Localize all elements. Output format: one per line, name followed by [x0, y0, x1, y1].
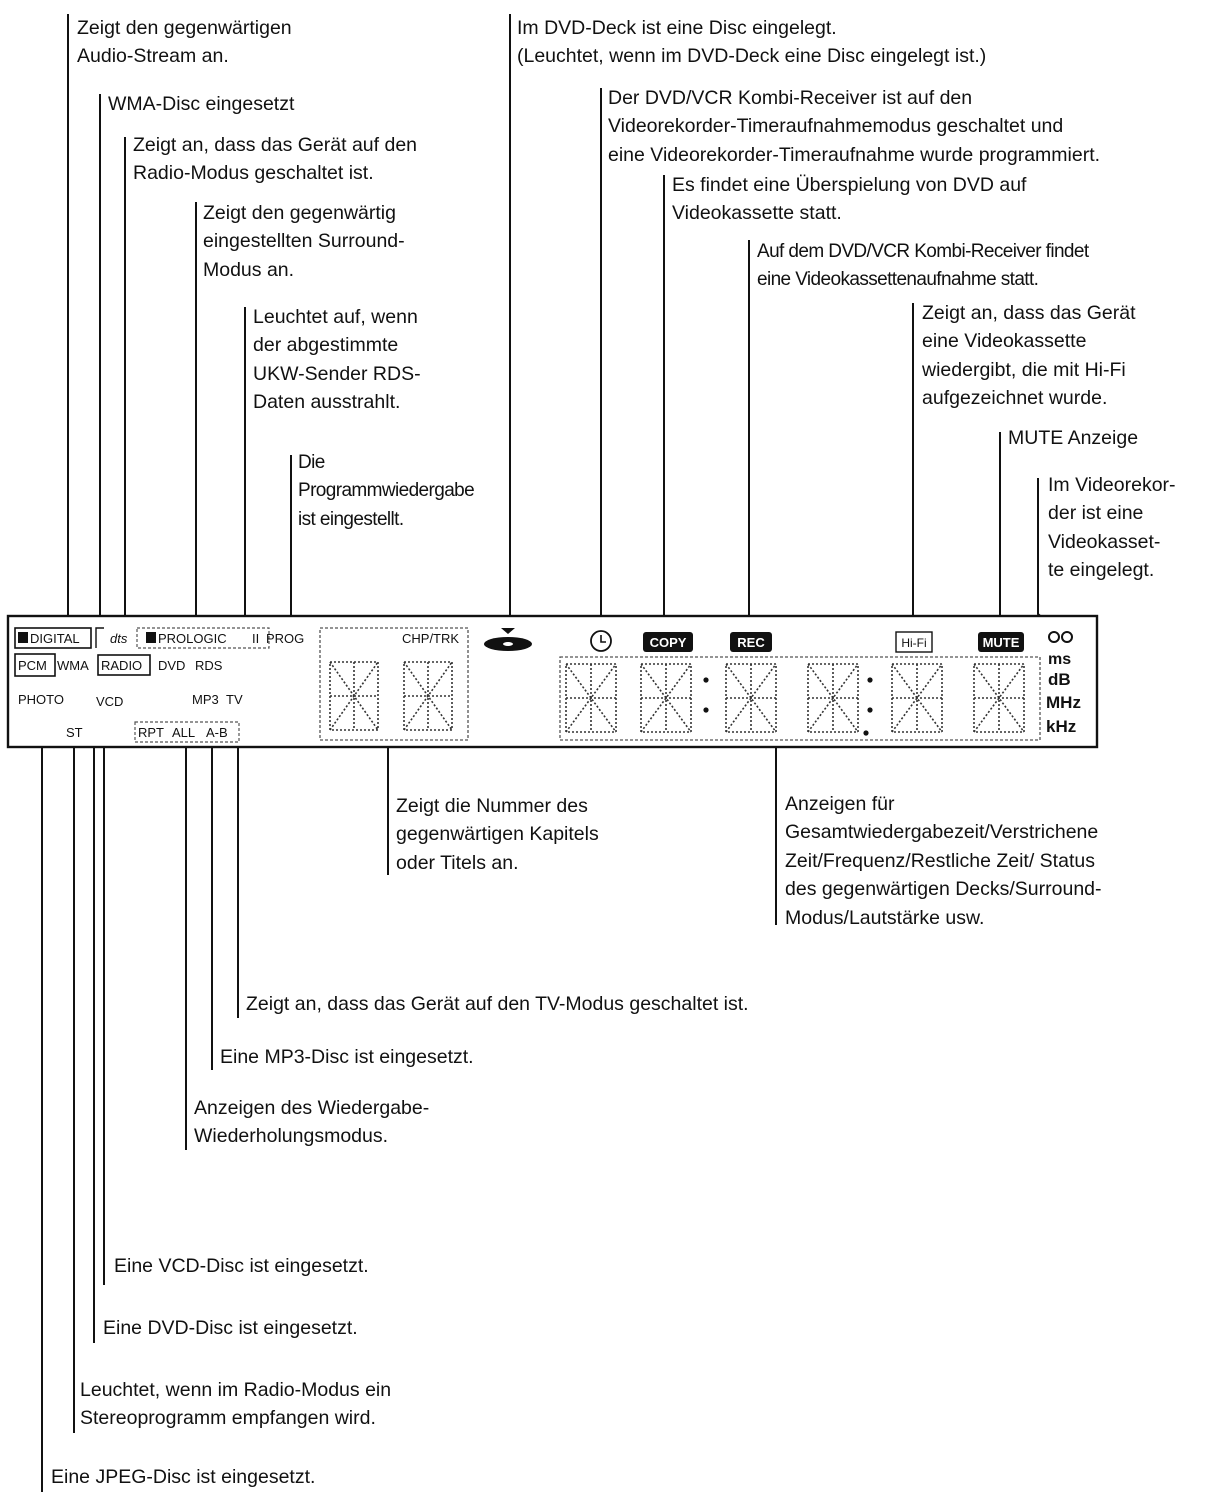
colon-dot-3	[867, 677, 872, 682]
rpt-label: RPT	[138, 725, 164, 740]
mp3-label: MP3	[192, 692, 219, 707]
ab-label: A-B	[206, 725, 228, 740]
prologic-ii-label: II	[252, 631, 260, 646]
annotation-hifi: Zeigt an, dass das Gerät eine Videokassette wiedergibt, die mit Hi-Fi aufgezeichnet wurde.	[922, 302, 1136, 410]
annotation-jpeg-disc: Eine JPEG-Disc ist eingesetzt.	[51, 1466, 316, 1488]
vcd-label: VCD	[96, 694, 124, 709]
annotation-wma-disc: WMA-Disc eingesetzt	[108, 93, 295, 115]
annotation-cassette: Im Videorekor- der ist eine Videokasset- te eingelegt.	[1048, 474, 1176, 582]
chp-trk-label: CHP/TRK	[402, 631, 460, 646]
copy-label: COPY	[649, 635, 687, 650]
prologic-label: PROLOGIC	[158, 631, 227, 646]
prog-label: PROG	[266, 631, 305, 646]
dolby-prologic-logo	[146, 632, 156, 643]
annotation-audio-stream: Zeigt den gegenwärtigen Audio-Stream an.	[77, 17, 292, 68]
annotation-stereo: Leuchtet, wenn im Radio-Modus ein Stereoprogramm empfangen wird.	[80, 1379, 392, 1430]
photo-label: PHOTO	[18, 692, 64, 707]
unit-mhz: MHz	[1046, 693, 1081, 712]
unit-khz: kHz	[1046, 717, 1077, 736]
all-label: ALL	[172, 725, 196, 740]
annotation-mp3-disc: Eine MP3-Disc ist eingesetzt.	[220, 1046, 474, 1068]
annotation-prog: Die Programmwiedergabe ist eingestellt.	[298, 452, 475, 530]
annotation-vcr-timer: Der DVD/VCR Kombi-Receiver ist auf den Videorekorder-Timeraufnahmemodus geschaltet und eine Videorekorder-Timeraufnahme wurde programmiert.	[608, 87, 1101, 166]
annotation-surround-mode: Zeigt den gegenwärtig eingestellten Surround- Modus an.	[203, 202, 405, 281]
unit-db: dB	[1048, 670, 1071, 689]
front-panel-display	[8, 616, 1097, 747]
rec-label: REC	[737, 635, 765, 650]
radio-label: RADIO	[101, 658, 143, 673]
annotation-mute: MUTE Anzeige	[1008, 427, 1139, 449]
unit-ms: ms	[1048, 651, 1072, 668]
annotation-tv-mode: Zeigt an, dass das Gerät auf den TV-Modus geschaltet ist.	[246, 993, 749, 1015]
leader-dvd	[91, 680, 94, 1343]
annotation-vcd-disc: Eine VCD-Disc ist eingesetzt.	[114, 1255, 369, 1277]
digital-label: DIGITAL	[30, 631, 80, 646]
colon-dot-4	[867, 707, 872, 712]
leader-radio-mode	[88, 137, 125, 654]
hifi-label: Hi-Fi	[901, 636, 927, 650]
annotation-disc-loaded: Im DVD-Deck ist eine Disc eingelegt. (Leuchtet, wenn im DVD-Deck eine Disc eingelegt ist.)	[517, 17, 987, 68]
leader-wma	[88, 94, 100, 652]
annotation-rds: Leuchtet auf, wenn der abgestimmte UKW-Sender RDS- Daten ausstrahlt.	[253, 306, 421, 414]
colon-dot-1	[703, 677, 708, 682]
pcm-label: PCM	[18, 658, 47, 673]
wma-label: WMA	[57, 658, 89, 673]
colon-dot-2	[703, 707, 708, 712]
st-label: ST	[66, 725, 83, 740]
dvd-label: DVD	[158, 658, 186, 673]
annotation-copy: Es findet eine Überspielung von DVD auf Videokassette statt.	[672, 174, 1027, 225]
annotation-dvd-disc: Eine DVD-Disc ist eingesetzt.	[103, 1317, 358, 1339]
annotation-repeat-mode: Anzeigen des Wiedergabe- Wiederholungsmodus.	[194, 1097, 430, 1148]
dts-label: dts	[110, 631, 128, 646]
dolby-digital-logo	[18, 632, 28, 643]
decimal-point	[863, 730, 868, 735]
annotation-time-display: Anzeigen für Gesamtwiedergabezeit/Verstrichene Zeit/Frequenz/Restliche Zeit/ Status des gegenwärtigen Decks/Surround- Modus/Lautstärke usw.	[785, 793, 1102, 929]
annotation-vcr-recording: Auf dem DVD/VCR Kombi-Receiver findet eine Videokassettenaufnahme statt.	[757, 241, 1089, 291]
annotation-chapter-title: Zeigt die Nummer des gegenwärtigen Kapitels oder Titels an.	[396, 795, 599, 874]
annotation-radio-mode: Zeigt an, dass das Gerät auf den Radio-Modus geschaltet ist.	[133, 134, 418, 185]
rds-label: RDS	[195, 658, 223, 673]
tv-label: TV	[226, 692, 243, 707]
mute-label: MUTE	[982, 635, 1020, 650]
